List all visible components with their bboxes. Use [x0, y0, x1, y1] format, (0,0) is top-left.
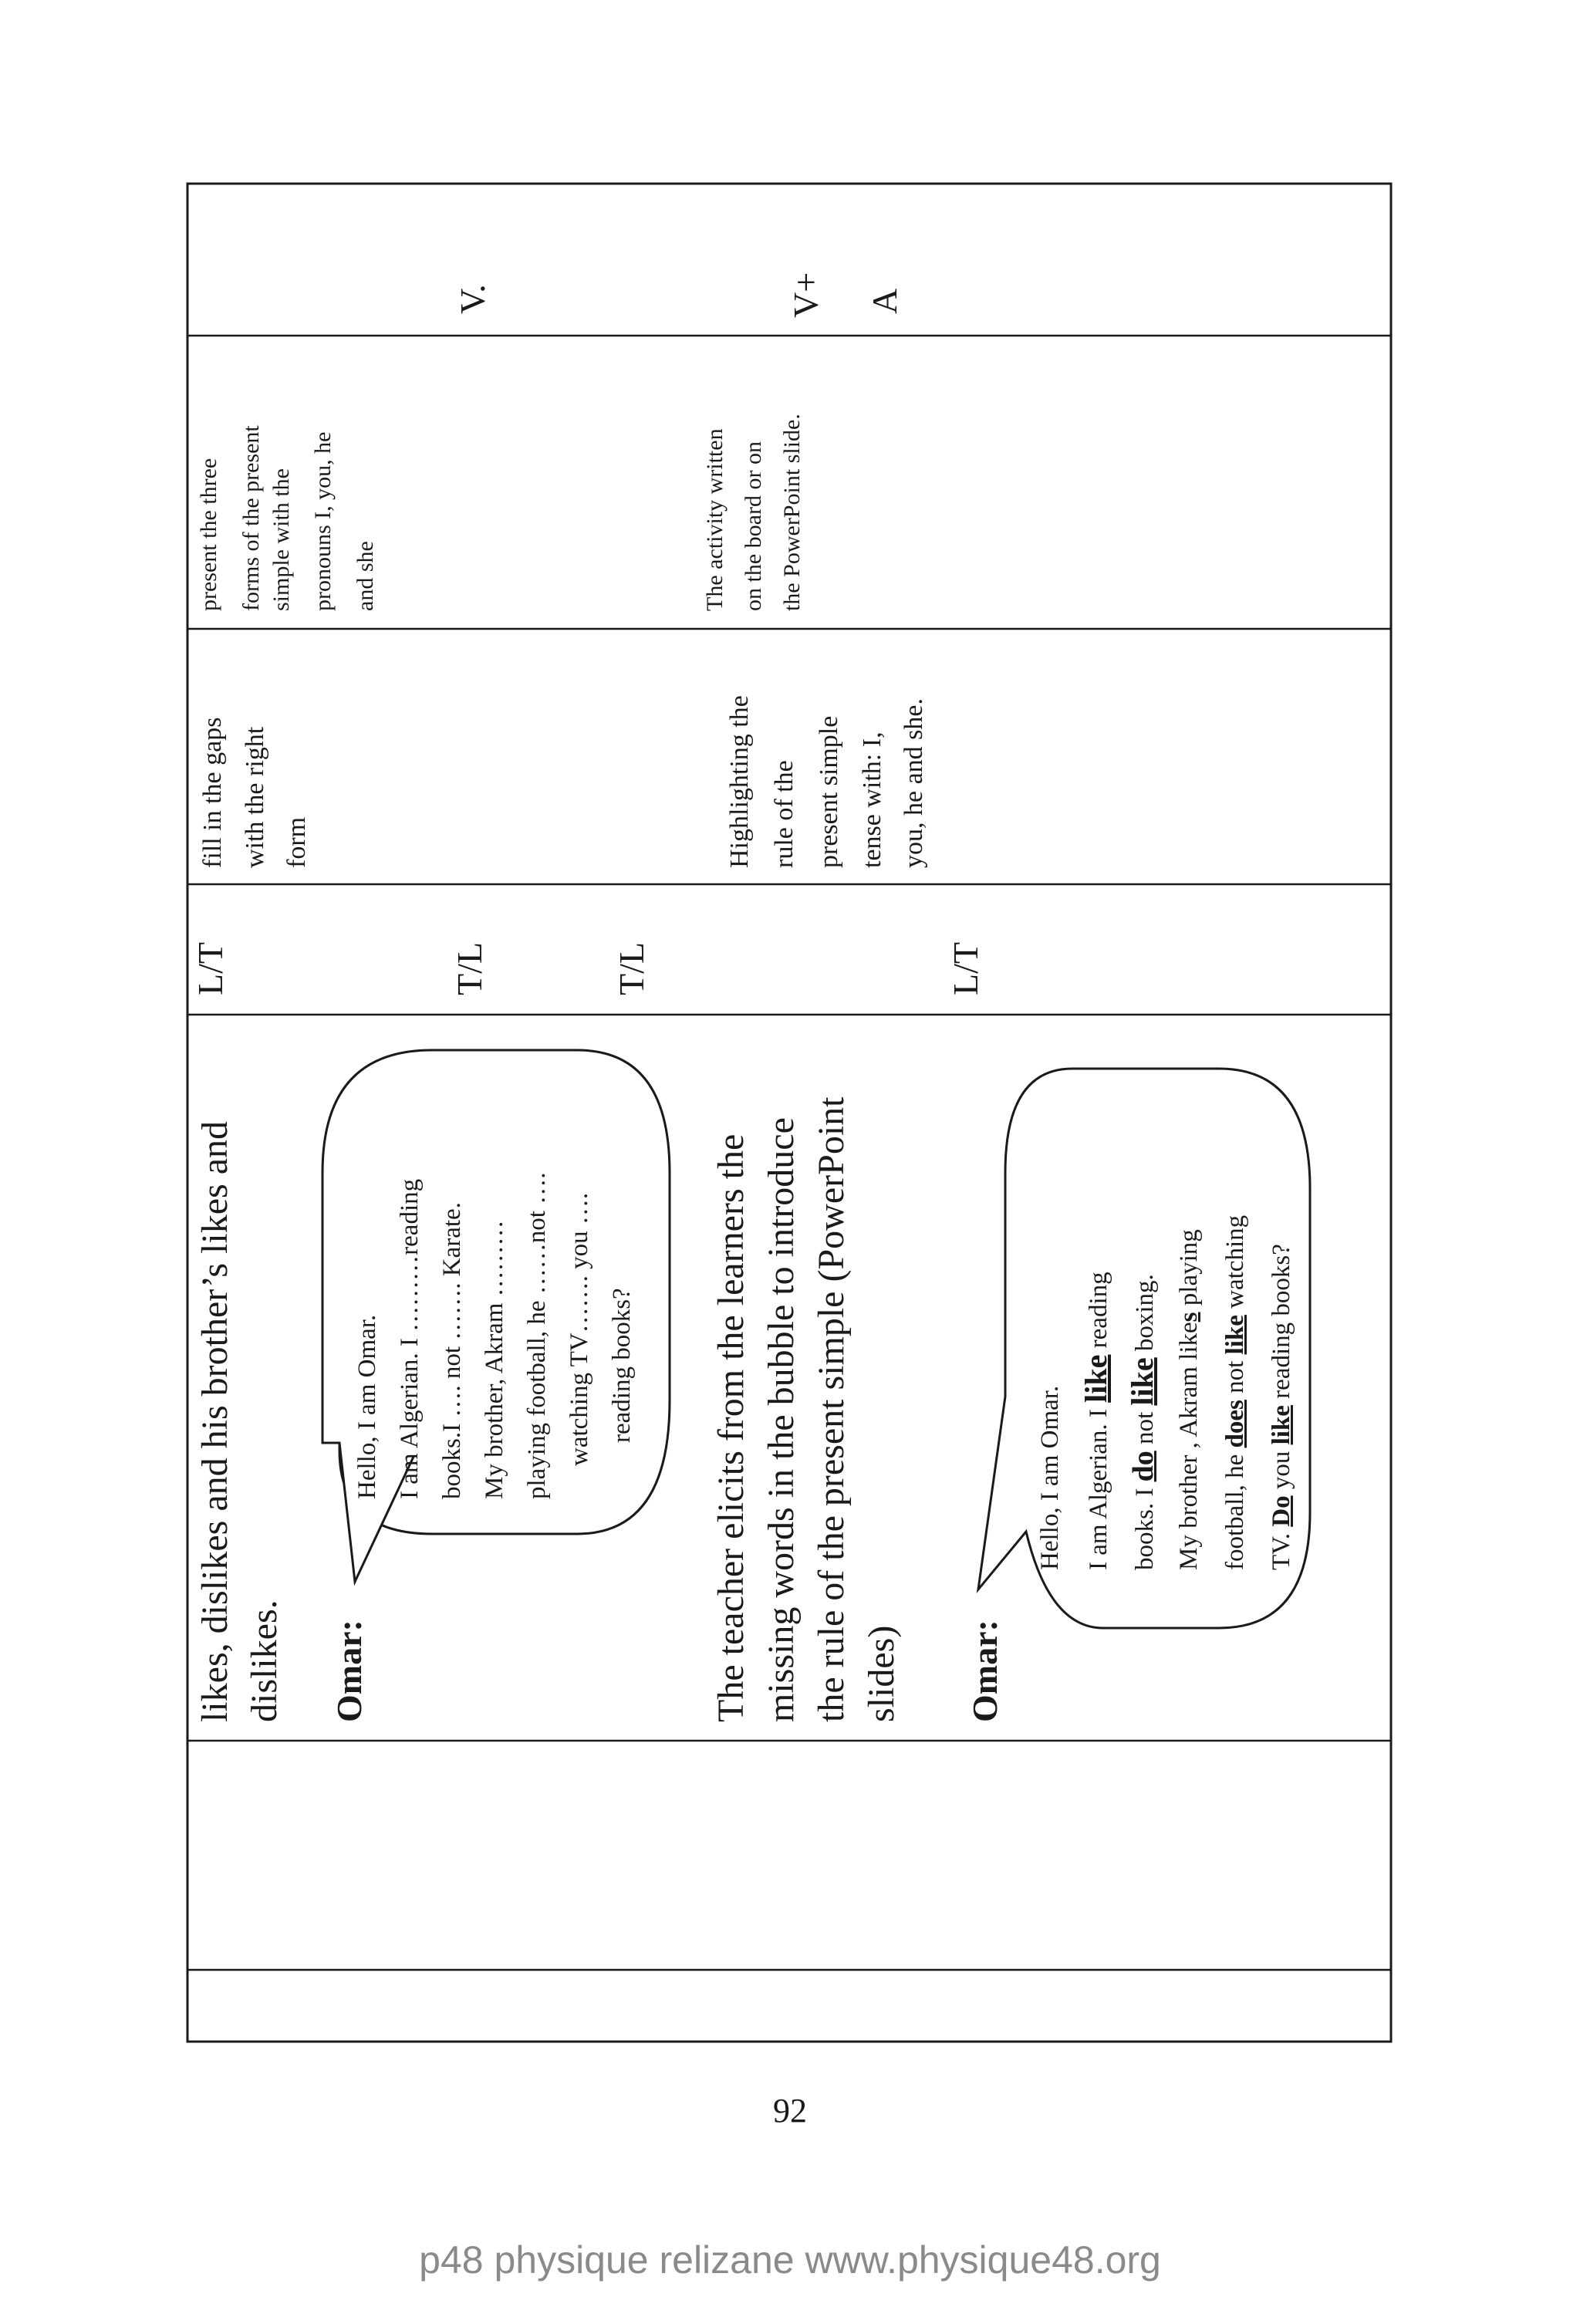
bubble1-line-1: Hello, I am Omar.	[353, 1314, 381, 1499]
aims-line-3: form	[282, 816, 311, 868]
aims-line-4: Highlighting the	[725, 695, 754, 868]
materials-line-8: the PowerPoint slide.	[779, 414, 805, 611]
aims-line-7: tense with: I,	[858, 731, 886, 868]
interaction-1: L/T	[191, 942, 230, 995]
bubble2-text: football, he	[1221, 1447, 1249, 1570]
aims-line-5: rule of the	[770, 760, 798, 868]
bubble2-emph: like	[1221, 1315, 1249, 1355]
bubble2-emph: s	[1175, 1312, 1203, 1322]
materials-line-6: The activity written	[702, 428, 728, 611]
aims-line-8: you, he and she.	[900, 698, 928, 868]
aims-line-2: with the right	[241, 726, 269, 868]
bubble2-text: My brother , Akram like	[1175, 1322, 1203, 1570]
bubble2-text: reading	[1085, 1272, 1112, 1355]
bubble2-emph: like	[1079, 1354, 1113, 1403]
bubble1-line-2: I am Algerian. I ………reading	[396, 1178, 424, 1499]
procedure-line-5: the rule of the present simple (PowerPoint	[811, 1096, 852, 1722]
procedure-line-2: dislikes.	[244, 1599, 285, 1722]
interaction-2: T/L	[450, 942, 489, 995]
aims-line-1: fill in the gaps	[198, 717, 227, 868]
bubble2-text: playing	[1175, 1229, 1203, 1312]
aims-line-6: present simple	[815, 715, 843, 868]
bubble1-line-4: My brother, Akram ………	[481, 1220, 508, 1499]
bubble1-line-7: reading books?	[608, 1288, 636, 1443]
bubble2-line-6	[1259, 1244, 1304, 1570]
bubble2-text: TV.	[1268, 1526, 1295, 1570]
materials-line-3: simple with the	[268, 468, 294, 611]
skill-a: A	[865, 288, 904, 314]
bubble1-line-6: watching TV……. you ….	[565, 1192, 593, 1466]
bubble2-line-4	[1166, 1229, 1211, 1570]
bubble2-text: not	[1221, 1354, 1249, 1400]
bubble2-text: watching	[1221, 1214, 1249, 1316]
skill-v: V.	[453, 284, 492, 314]
materials-line-2: forms of the present	[238, 425, 264, 611]
bubble2-text: not	[1131, 1405, 1159, 1451]
materials-line-1: present the three	[196, 458, 221, 611]
bubble2-text: reading books?	[1268, 1244, 1295, 1406]
bubble2-text: I am Algerian. I	[1085, 1402, 1112, 1570]
watermark-text: p48 physique relizane www.physique48.org	[419, 2238, 1161, 2282]
materials-line-5: and she	[353, 541, 378, 611]
interaction-4: L/T	[946, 942, 985, 995]
procedure-line-1: likes, dislikes and his brother’s likes and	[194, 1120, 235, 1722]
omar-label-1: Omar:	[329, 1620, 369, 1722]
omar-label-2: Omar:	[965, 1620, 1004, 1722]
bubble1-line-5: playing football, he ……not ….	[523, 1172, 551, 1499]
bubble2-text: boxing.	[1131, 1274, 1159, 1358]
bubble2-text: you	[1268, 1444, 1295, 1496]
bubble2-line-3	[1120, 1274, 1167, 1570]
bubble2-text: books. I	[1131, 1481, 1159, 1570]
skill-v-plus: V+	[786, 272, 825, 318]
bubble2-emph: do	[1127, 1451, 1160, 1482]
bubble1-line-3: books.I …. not ……. Karate.	[438, 1202, 466, 1499]
bubble2-line-1: Hello, I am Omar.	[1036, 1385, 1064, 1570]
bubble2-emph: like	[1268, 1405, 1295, 1445]
bubble2-line-2	[1074, 1272, 1121, 1570]
materials-line-7: on the board or on	[741, 441, 766, 611]
bubble2-emph: does	[1221, 1400, 1249, 1448]
procedure-line-4: missing words in the bubble to introduce	[761, 1117, 802, 1722]
bubble2-emph: like	[1125, 1357, 1160, 1406]
materials-line-4: pronouns I, you, he	[310, 431, 336, 611]
page-number: 92	[773, 2092, 807, 2130]
bubble2-line-5	[1213, 1215, 1258, 1570]
bubble2-emph: Do	[1268, 1495, 1295, 1527]
procedure-line-3: The teacher elicits from the learners the	[711, 1133, 751, 1722]
procedure-line-6: slides)	[861, 1625, 902, 1722]
interaction-3: T/L	[612, 942, 651, 995]
